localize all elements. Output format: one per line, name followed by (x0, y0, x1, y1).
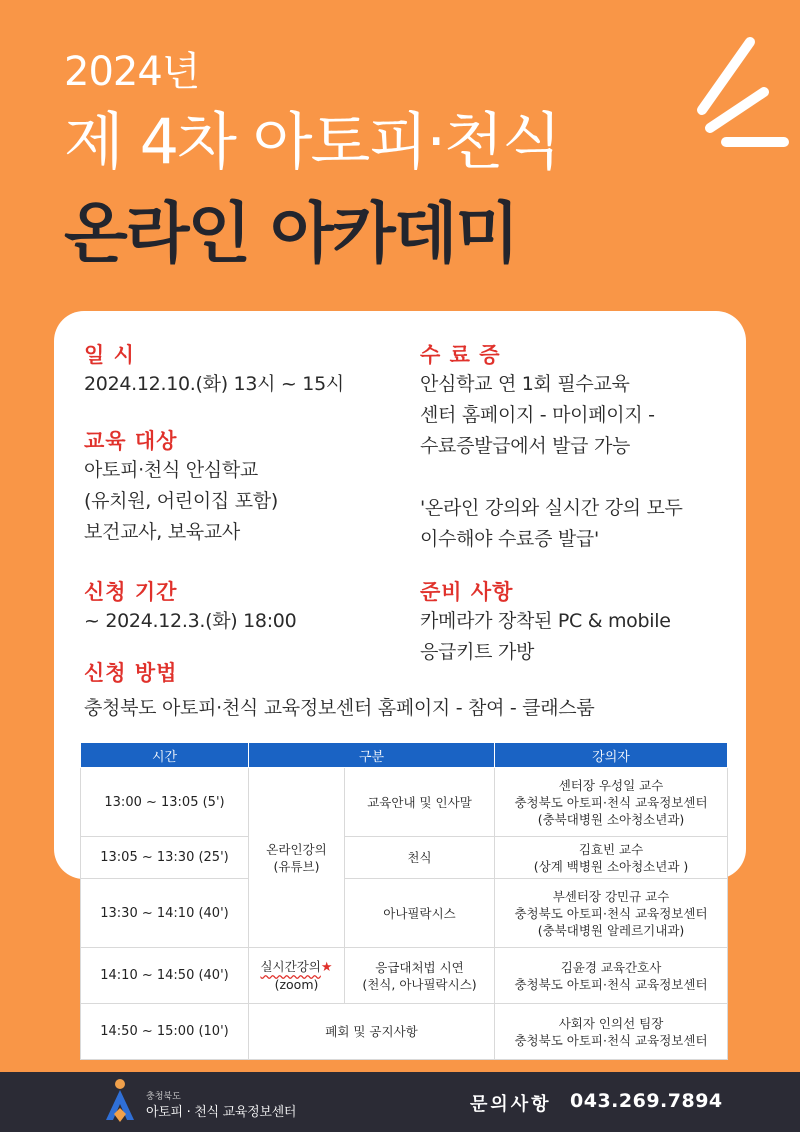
target-section (84, 427, 278, 548)
contact-label: 문의사항 (470, 1094, 552, 1115)
type-cell (249, 768, 345, 948)
type-sub: (유튜브) (273, 858, 320, 874)
lecturer-line: 부센터장 강민규 교수 (552, 888, 670, 904)
lecturer-line: 사회자 인의선 팀장 (558, 1015, 664, 1031)
time-cell: 14:10 ~ 14:50 (40') (81, 948, 249, 1004)
sparkle-icon (680, 30, 790, 160)
date-value: 2024.12.10.(화) 13시 ~ 15시 (84, 373, 344, 395)
org-name: 아토피 · 천식 교육정보센터 (146, 1105, 297, 1120)
method-section (84, 659, 594, 724)
prep-line: 카메라가 장착된 PC & mobile (420, 610, 671, 632)
period-title: 신청 기간 (84, 580, 178, 604)
certificate-line (420, 462, 683, 493)
certificate-line: 센터 홈페이지 - 마이페이지 - (420, 404, 655, 426)
time-cell: 13:00 ~ 13:05 (5') (81, 768, 249, 837)
certificate-title: 수 료 증 (420, 343, 501, 367)
lecturer-cell (495, 1004, 728, 1060)
topic-cell: 아나필락시스 (345, 879, 495, 948)
star-icon: ★ (320, 960, 333, 975)
lecturer-line: 충청북도 아토피·천식 교육정보센터 (514, 905, 708, 921)
table-row (81, 879, 728, 948)
topic-cell: 응급대처법 시연 (천식, 아나필락시스) (345, 948, 495, 1004)
type-label: 온라인강의 (266, 841, 327, 857)
certificate-line: 안심학교 연 1회 필수교육 (420, 373, 630, 395)
lecturer-line: 김윤경 교육간호사 (560, 959, 662, 975)
center-logo-icon (102, 1076, 138, 1124)
topic-cell: 천식 (345, 837, 495, 879)
period-value: ~ 2024.12.3.(화) 18:00 (84, 610, 297, 632)
lecturer-line: 충청북도 아토피·천식 교육정보센터 (514, 1032, 708, 1048)
lecturer-cell (495, 948, 728, 1004)
lecturer-line: 충청북도 아토피·천식 교육정보센터 (514, 794, 708, 810)
time-cell: 13:30 ~ 14:10 (40') (81, 879, 249, 948)
header-time: 시간 (81, 743, 249, 768)
target-line: 보건교사, 보육교사 (84, 521, 240, 543)
lecturer-line: (충북대병원 소아청소년과) (537, 811, 685, 827)
lecturer-line: 김효빈 교수 (578, 841, 644, 857)
footer (0, 1072, 800, 1132)
title-line2: 온라인 아카데미 (64, 195, 518, 272)
year: 2024년 (64, 49, 200, 95)
lecturer-cell (495, 879, 728, 948)
schedule-table (80, 742, 728, 1060)
certificate-section (420, 341, 683, 555)
org-small-label: 충청북도 (146, 1092, 181, 1102)
time-cell: 14:50 ~ 15:00 (10') (81, 1004, 249, 1060)
topic-cell: 폐회 및 공지사항 (249, 1004, 495, 1060)
certificate-line: '온라인 강의와 실시간 강의 모두 (420, 497, 683, 519)
target-title: 교육 대상 (84, 429, 178, 453)
header-lecturer: 강의자 (495, 743, 728, 768)
type-label: 실시간강의 (260, 959, 321, 974)
lecturer-line: (상계 백병원 소아청소년과 ) (533, 858, 689, 874)
target-line: 아토피·천식 안심학교 (84, 459, 258, 481)
type-cell (249, 948, 345, 1004)
prep-line: 응급키트 가방 (420, 641, 535, 663)
prep-title: 준비 사항 (420, 580, 514, 604)
type-sub: (zoom) (274, 977, 319, 992)
method-title: 신청 방법 (84, 661, 178, 685)
certificate-line: 이수해야 수료증 발급' (420, 528, 599, 550)
date-title: 일 시 (84, 343, 135, 367)
lecturer-line: 센터장 우성일 교수 (558, 777, 664, 793)
date-section (84, 341, 344, 400)
certificate-line: 수료증발급에서 발급 가능 (420, 435, 631, 457)
table-row (81, 1004, 728, 1060)
period-section (84, 578, 296, 637)
title-line1: 제 4차 아토피·천식 (64, 105, 560, 178)
target-line: (유치원, 어린이집 포함) (84, 490, 278, 512)
prep-section (420, 578, 671, 668)
contact-phone[interactable]: 043.269.7894 (570, 1090, 723, 1112)
time-cell: 13:05 ~ 13:30 (25') (81, 837, 249, 879)
topic-cell: 교육안내 및 인사말 (345, 768, 495, 837)
header-category: 구분 (249, 743, 495, 768)
lecturer-line: 충청북도 아토피·천식 교육정보센터 (514, 976, 708, 992)
table-row (81, 948, 728, 1004)
table-header-row (81, 743, 728, 768)
lecturer-line: (충북대병원 알레르기내과) (537, 922, 685, 938)
method-value: 충청북도 아토피·천식 교육정보센터 홈페이지 - 참여 - 클래스룸 (84, 697, 595, 719)
lecturer-cell (495, 837, 728, 879)
table-row (81, 837, 728, 879)
table-row (81, 768, 728, 837)
hero (64, 44, 704, 276)
lecturer-cell (495, 768, 728, 837)
